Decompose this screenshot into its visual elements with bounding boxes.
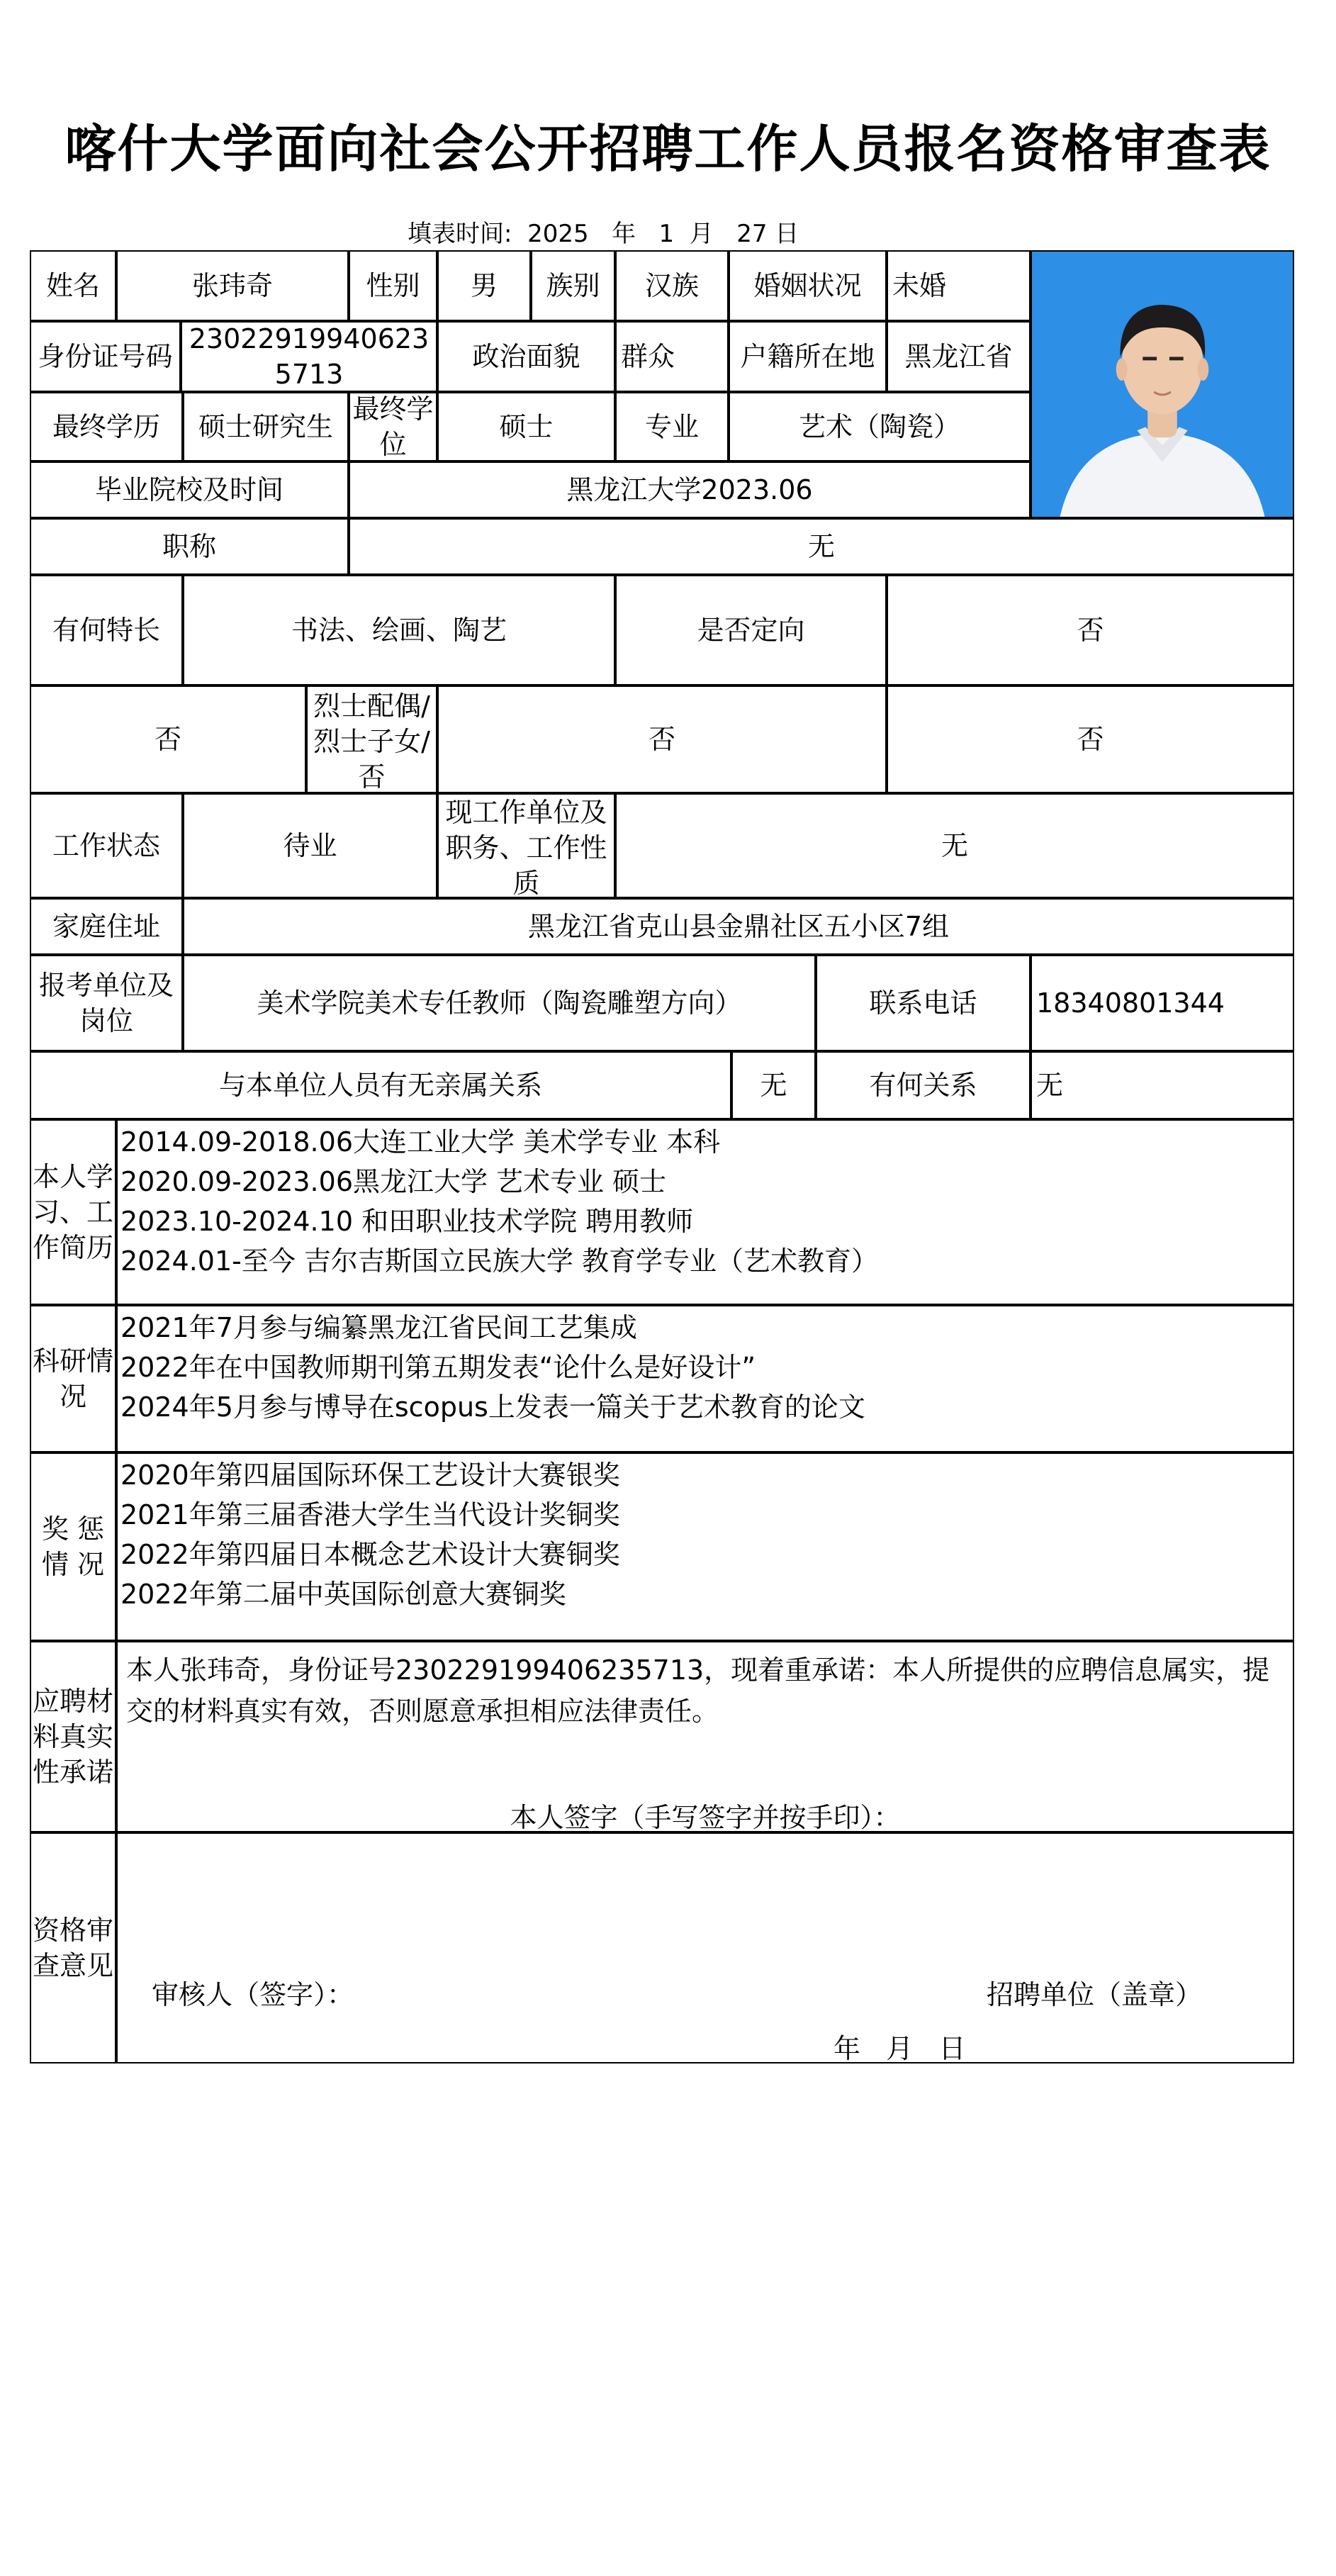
work-status-value: 待业 bbox=[183, 793, 437, 898]
marital-value: 未婚 bbox=[887, 250, 1031, 321]
relative-label: 与本单位人员有无亲属关系 bbox=[30, 1051, 731, 1119]
resume-line: 2020.09-2023.06黑龙江大学 艺术专业 硕士 bbox=[120, 1166, 667, 1197]
address-value: 黑龙江省克山县金鼎社区五小区7组 bbox=[183, 898, 1294, 955]
id-number-value: 230229199406235713 bbox=[181, 321, 437, 392]
gender-value: 男 bbox=[437, 250, 531, 321]
resume-line: 2023.10-2024.10 和田职业技术学院 聘用教师 bbox=[120, 1206, 694, 1237]
recruiting-unit-seal-label: 招聘单位（盖章） bbox=[986, 1979, 1202, 2010]
awards-label: 奖 惩 情 况 bbox=[30, 1452, 116, 1641]
professional-title-label: 职称 bbox=[30, 518, 349, 575]
fill-time-day-unit: 日 bbox=[775, 220, 799, 248]
fill-time-month-unit: 月 bbox=[689, 220, 714, 248]
resume-line: 2024.01-至今 吉尔吉斯国立民族大学 教育学专业（艺术教育） bbox=[120, 1245, 879, 1277]
signature-prompt: 本人签字（手写签字并按手印）： bbox=[510, 1802, 901, 1832]
row7-cell-1: 否 bbox=[30, 685, 306, 793]
specialty-label: 有何特长 bbox=[30, 575, 183, 685]
apply-position-value: 美术学院美术专任教师（陶瓷雕塑方向） bbox=[183, 955, 816, 1051]
pledge-label: 应聘材料真实性承诺 bbox=[30, 1641, 116, 1832]
professional-title-value: 无 bbox=[349, 518, 1294, 575]
applicant-photo bbox=[1031, 250, 1294, 518]
row7-cell-4: 否 bbox=[887, 685, 1294, 793]
fill-time-year-unit: 年 bbox=[612, 220, 636, 248]
pledge-text: 本人张玮奇，身份证号230229199406235713，现着重承诺：本人所提供的应聘信息属实，提交的材料真实有效，否则愿意承担相应法律责任。 bbox=[126, 1654, 1270, 1727]
award-line: 2022年第二届中英国际创意大赛铜奖 bbox=[120, 1579, 566, 1610]
specialty-value: 书法、绘画、陶艺 bbox=[183, 575, 615, 685]
phone-value: 18340801344 bbox=[1031, 955, 1294, 1051]
ethnic-value: 汉族 bbox=[615, 250, 729, 321]
fill-time bbox=[408, 216, 799, 252]
relation-label: 有何关系 bbox=[816, 1051, 1031, 1119]
household-value: 黑龙江省 bbox=[887, 321, 1031, 392]
phone-label: 联系电话 bbox=[816, 955, 1031, 1051]
row7-cell-3: 否 bbox=[437, 685, 887, 793]
major-label: 专业 bbox=[615, 392, 729, 461]
review-label: 资格审查意见 bbox=[30, 1832, 116, 2063]
fill-time-month: 1 bbox=[658, 220, 675, 248]
school-label: 毕业院校及时间 bbox=[30, 461, 349, 518]
ethnic-label: 族别 bbox=[531, 250, 615, 321]
award-line: 2022年第四届日本概念艺术设计大赛铜奖 bbox=[120, 1539, 620, 1570]
resume-line: 2014.09-2018.06大连工业大学 美术学专业 本科 bbox=[120, 1126, 721, 1158]
fill-time-day: 27 bbox=[736, 220, 768, 248]
gender-label: 性别 bbox=[349, 250, 437, 321]
work-status-label: 工作状态 bbox=[30, 793, 183, 898]
school-value: 黑龙江大学2023.06 bbox=[349, 461, 1031, 518]
research-line: 2021年7月参与编纂黑龙江省民间工艺集成 bbox=[120, 1312, 637, 1343]
award-line: 2021年第三届香港大学生当代设计奖铜奖 bbox=[120, 1499, 620, 1530]
relation-value: 无 bbox=[1031, 1051, 1294, 1119]
research-line: 2022年在中国教师期刊第五期发表“论什么是好设计” bbox=[120, 1352, 756, 1383]
directed-value: 否 bbox=[887, 575, 1294, 685]
relative-value: 无 bbox=[731, 1051, 816, 1119]
research-content bbox=[116, 1305, 1294, 1452]
review-content bbox=[116, 1832, 1294, 2063]
major-value: 艺术（陶瓷） bbox=[729, 392, 1031, 461]
resume-label: 本人学习、工作简历 bbox=[30, 1119, 116, 1305]
resume-content bbox=[116, 1119, 1294, 1305]
political-label: 政治面貌 bbox=[437, 321, 615, 392]
directed-label: 是否定向 bbox=[615, 575, 887, 685]
household-label: 户籍所在地 bbox=[729, 321, 887, 392]
research-label: 科研情况 bbox=[30, 1305, 116, 1452]
pledge-content bbox=[116, 1641, 1294, 1832]
reviewer-signature-label: 审核人（签字）： bbox=[152, 1979, 354, 2010]
fill-time-label: 填表时间: bbox=[408, 220, 512, 248]
form-title: 喀什大学面向社会公开招聘工作人员报名资格审查表 bbox=[64, 119, 1272, 179]
address-label: 家庭住址 bbox=[30, 898, 183, 955]
current-job-label: 现工作单位及职务、工作性质 bbox=[437, 793, 615, 898]
degree-label: 最终学位 bbox=[349, 392, 437, 461]
id-label: 身份证号码 bbox=[30, 321, 181, 392]
marital-label: 婚姻状况 bbox=[729, 250, 887, 321]
review-date: 年 月 日 bbox=[833, 2033, 966, 2063]
apply-position-label: 报考单位及岗位 bbox=[30, 955, 183, 1051]
awards-content bbox=[116, 1452, 1294, 1641]
education-label: 最终学历 bbox=[30, 392, 183, 461]
research-line: 2024年5月参与博导在scopus上发表一篇关于艺术教育的论文 bbox=[120, 1391, 865, 1423]
name-label: 姓名 bbox=[30, 250, 116, 321]
degree-value: 硕士 bbox=[437, 392, 615, 461]
fill-time-year: 2025 bbox=[527, 220, 589, 248]
education-value: 硕士研究生 bbox=[183, 392, 349, 461]
political-value: 群众 bbox=[615, 321, 729, 392]
award-line: 2020年第四届国际环保工艺设计大赛银奖 bbox=[120, 1460, 620, 1491]
portrait-image bbox=[1032, 252, 1293, 517]
current-job-value: 无 bbox=[615, 793, 1294, 898]
name-value: 张玮奇 bbox=[116, 250, 349, 321]
martyr-family-label: 烈士配偶/烈士子女/否 bbox=[306, 685, 437, 793]
